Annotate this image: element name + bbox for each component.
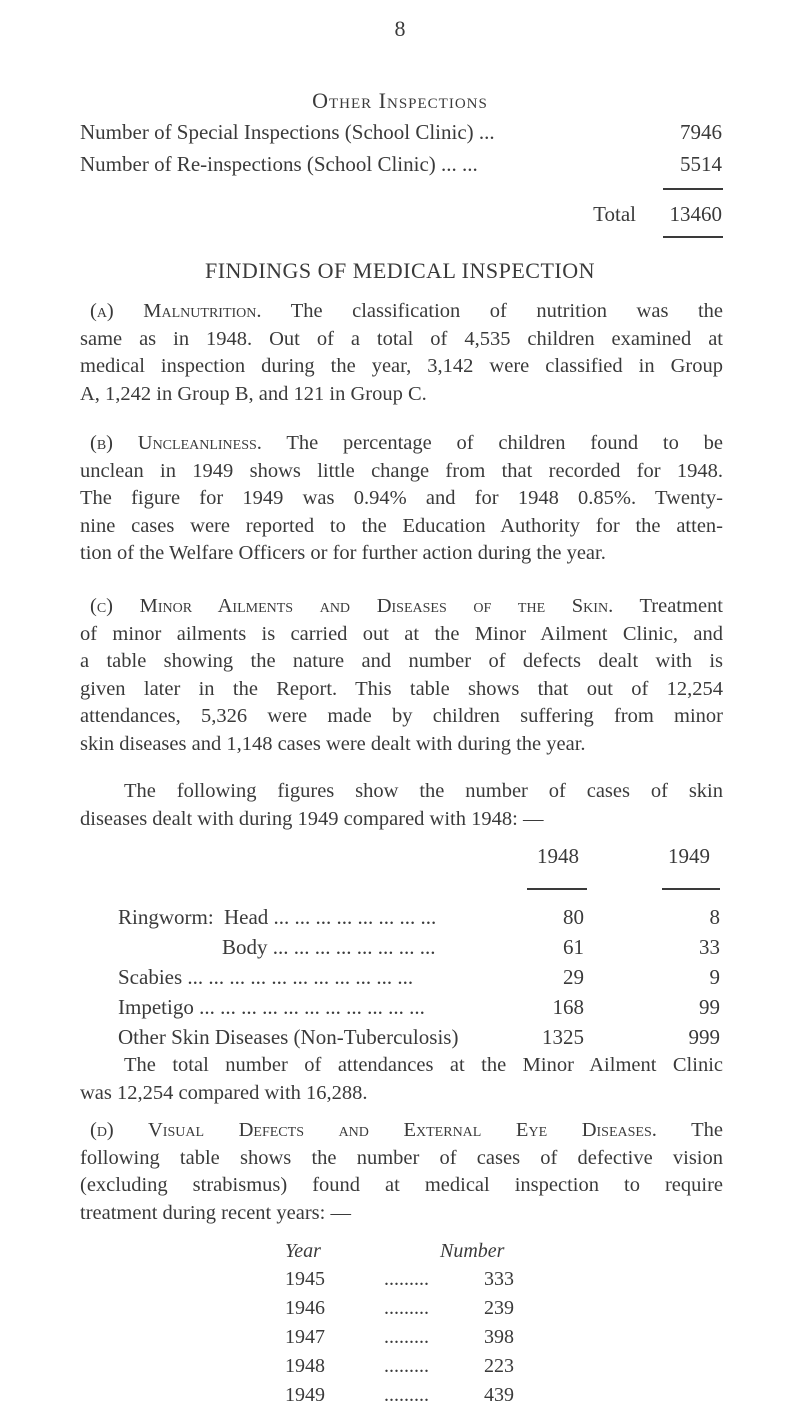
vision-row-year: 1946: [285, 1297, 325, 1319]
skin-col-1948: 1948: [537, 844, 579, 868]
vision-row-dots: .........: [384, 1326, 429, 1348]
minor-ailments-line-5: skin diseases and 1,148 cases were dealt with during the year.: [80, 732, 586, 755]
re-inspections-value: 5514: [680, 152, 722, 176]
minor-ailments-line-3: given later in the Report. This table shows that out of 12,254: [80, 677, 723, 700]
skin-col-1949-rule: [662, 888, 720, 890]
visual-defects-paragraph: [80, 1117, 723, 1227]
skin-row-1949: 9: [709, 965, 720, 989]
skin-col-1949: 1949: [668, 844, 710, 868]
uncleanliness-line-4: tion of the Welfare Officers or for further action during the year.: [80, 542, 606, 564]
minor-ailments-paragraph: [80, 593, 723, 758]
skin-row-1948: 61: [563, 935, 584, 959]
total-attendances-line-0: The total number of attendances at the Minor Ailment Clinic: [124, 1054, 723, 1076]
page-number: 8: [394, 16, 406, 41]
total-attendances-line-1: was 12,254 compared with 16,288.: [80, 1081, 368, 1104]
vision-row-dots: .........: [384, 1384, 429, 1406]
skin-row-1948: 1325: [542, 1025, 584, 1049]
skin-row-1948: 80: [563, 905, 584, 929]
vision-row-year: 1949: [285, 1384, 325, 1406]
minor-ailments-line-2: a table showing the nature and number of defects dealt with is: [80, 650, 723, 672]
visual-defects-line-3: treatment during recent years: —: [80, 1201, 351, 1224]
skin-row-1948: 29: [563, 965, 584, 989]
uncleanliness-line-1: unclean in 1949 shows little change from that recorded for 1948.: [80, 459, 723, 482]
vision-row-dots: .........: [384, 1355, 429, 1377]
special-inspections-label: Number of Special Inspections (School Clinic) ...: [80, 120, 495, 144]
malnutrition-line-0: The classification of nutrition was the: [290, 300, 723, 322]
skin-row-label: Impetigo ... ... ... ... ... ... ... ... ... ... ...: [118, 995, 425, 1019]
minor-ailments-line-4: attendances, 5,326 were made by children suffering from minor: [80, 705, 723, 727]
vision-row-number: 333: [484, 1268, 514, 1290]
visual-defects-lead: (d) Visual Defects and External Eye Diseases.: [90, 1119, 657, 1141]
total-rule-bottom: [663, 236, 723, 238]
vision-row-number: 398: [484, 1326, 514, 1348]
malnutrition-paragraph: [80, 298, 723, 408]
uncleanliness-line-2: The figure for 1949 was 0.94% and for 1948 0.85%. Twenty-: [80, 487, 723, 509]
skin-row-1949: 33: [699, 935, 720, 959]
uncleanliness-paragraph: [80, 430, 723, 568]
vision-row-dots: .........: [384, 1297, 429, 1319]
skin-row-1949: 99: [699, 995, 720, 1019]
skin-row-label: Scabies ... ... ... ... ... ... ... ... ... ... ...: [118, 965, 414, 989]
skin-row-label: Head ... ... ... ... ... ... ... ...: [224, 905, 437, 929]
special-inspections-value: 7946: [680, 120, 722, 144]
vision-col-year: Year: [285, 1240, 321, 1262]
skin-intro-line-1: diseases dealt with during 1949 compared with 1948: —: [80, 807, 544, 830]
skin-intro-line-0: The following figures show the number of cases of skin: [124, 780, 723, 802]
vision-row-number: 239: [484, 1297, 514, 1319]
skin-row-prefix: Ringworm:: [118, 905, 214, 929]
vision-col-number: Number: [440, 1240, 505, 1262]
visual-defects-line-2: (excluding strabismus) found at medical inspection to require: [80, 1174, 723, 1196]
malnutrition-line-1: same as in 1948. Out of a total of 4,535 children examined at: [80, 327, 723, 350]
total-rule-top: [663, 188, 723, 190]
vision-row-year: 1945: [285, 1268, 325, 1290]
other-inspections-heading: Other Inspections: [312, 88, 488, 113]
minor-ailments-line-0: Treatment: [639, 595, 723, 617]
visual-defects-line-1: following table shows the number of cases of defective vision: [80, 1146, 723, 1169]
total-label: Total: [593, 202, 636, 226]
vision-row-number: 223: [484, 1355, 514, 1377]
skin-col-1948-rule: [527, 888, 587, 890]
vision-row-year: 1947: [285, 1326, 325, 1348]
vision-row-year: 1948: [285, 1355, 325, 1377]
uncleanliness-lead: (b) Uncleanliness.: [90, 432, 262, 454]
visual-defects-line-0: The: [691, 1119, 723, 1141]
skin-row-1949: 8: [709, 905, 720, 929]
total-value: 13460: [669, 202, 722, 226]
malnutrition-lead: (a) Malnutrition.: [90, 300, 262, 322]
skin-intro: [80, 778, 723, 833]
skin-row-1949: 999: [688, 1025, 720, 1049]
vision-row-dots: .........: [384, 1268, 429, 1290]
uncleanliness-line-0: The percentage of children found to be: [286, 432, 723, 454]
malnutrition-line-3: A, 1,242 in Group B, and 121 in Group C.: [80, 382, 427, 405]
malnutrition-line-2: medical inspection during the year, 3,142 were classified in Group: [80, 355, 723, 377]
re-inspections-label: Number of Re-inspections (School Clinic) ... ...: [80, 152, 478, 176]
total-attendances-paragraph: [80, 1052, 723, 1107]
uncleanliness-line-3: nine cases were reported to the Education Authority for the atten-: [80, 514, 723, 537]
findings-heading: FINDINGS OF MEDICAL INSPECTION: [204, 258, 596, 283]
vision-row-number: 439: [484, 1384, 514, 1406]
minor-ailments-line-1: of minor ailments is carried out at the Minor Ailment Clinic, and: [80, 622, 723, 645]
skin-row-label: Other Skin Diseases (Non-Tuberculosis): [118, 1025, 459, 1049]
minor-ailments-lead: (c) Minor Ailments and Diseases of the Skin.: [90, 595, 614, 617]
skin-row-label: Body ... ... ... ... ... ... ... ...: [222, 935, 436, 959]
skin-row-1948: 168: [552, 995, 584, 1019]
